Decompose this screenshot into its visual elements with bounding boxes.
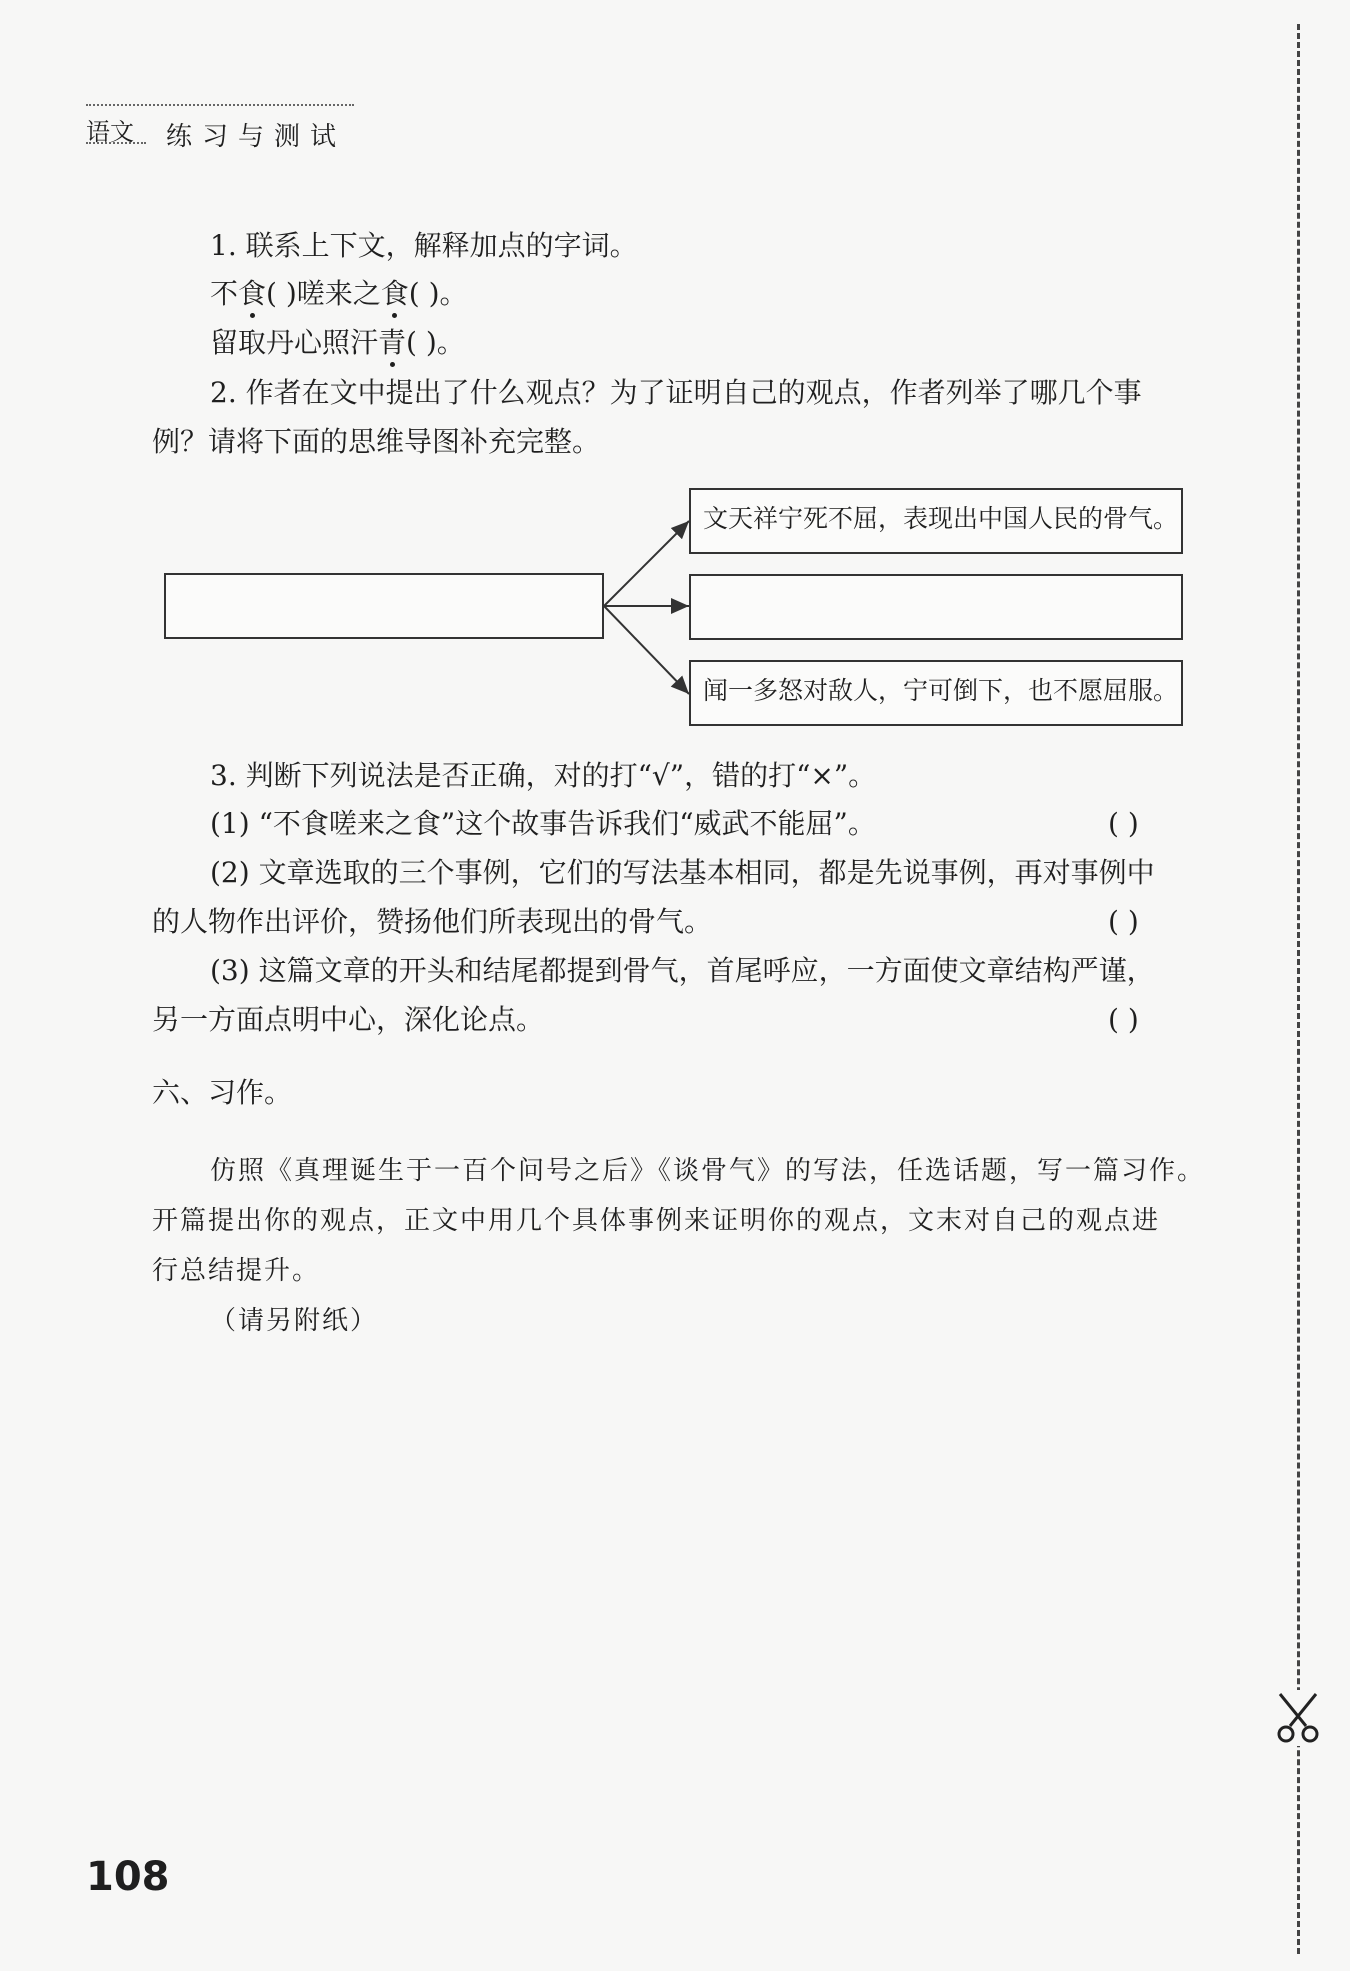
q1-row1-text-a: 不 xyxy=(210,277,239,310)
q1-row2-text-a: 留取丹心照汗 xyxy=(210,326,379,359)
mind-map-branch-2[interactable] xyxy=(689,574,1183,640)
page-header xyxy=(86,104,354,152)
section6-note: （请另附纸） xyxy=(210,1306,379,1336)
connector-arrow-1 xyxy=(604,521,689,606)
cut-line xyxy=(1297,24,1300,1954)
mind-map-branch-3 xyxy=(689,660,1183,726)
mind-map-branch-3-text: 闻一多怒对敌人，宁可倒下，也不愿屈服。 xyxy=(703,676,1179,705)
header-subject: 语文 xyxy=(86,118,134,146)
q3-item1: (1) “不食嗟来之食”这个故事告诉我们“威武不能屈”。 xyxy=(210,807,876,840)
q1-emphasized-char-2: 食 xyxy=(380,277,409,310)
q2-line1: 2. 作者在文中提出了什么观点？为了证明自己的观点，作者列举了哪几个事 xyxy=(210,376,1142,409)
header-title: 练习与测试 xyxy=(166,122,347,152)
q1-row1-text-c[interactable]: ( )。 xyxy=(408,277,468,310)
mind-map-branch-1-text: 文天祥宁死不屈，表现出中国人民的骨气。 xyxy=(703,504,1179,533)
section6-line3: 行总结提升。 xyxy=(152,1256,321,1286)
q1-row1-text-b[interactable]: ( )嗟来之 xyxy=(266,277,381,310)
section6-line2: 开篇提出你的观点，正文中用几个具体事例来证明你的观点，文末对自己的观点进 xyxy=(152,1206,1161,1236)
mind-map-branch-1 xyxy=(689,488,1183,554)
section6-line1: 仿照《真理诞生于一百个问号之后》《谈骨气》的写法，任选话题，写一篇习作。 xyxy=(210,1156,1206,1186)
q1-row2-blank[interactable]: ( )。 xyxy=(406,326,465,359)
q1-emphasized-char-3: 青 xyxy=(378,326,407,359)
q3-item1-answer-blank[interactable]: ( ) xyxy=(1108,807,1139,840)
q1-row1 xyxy=(210,276,468,312)
q3-item2-answer-blank[interactable]: ( ) xyxy=(1108,905,1139,938)
q2-line2: 例？请将下面的思维导图补充完整。 xyxy=(152,425,601,458)
q1-row2 xyxy=(210,325,465,361)
q3-item2-line1: (2) 文章选取的三个事例，它们的写法基本相同，都是先说事例，再对事例中 xyxy=(210,856,1155,889)
mind-map-center-box[interactable] xyxy=(164,573,604,639)
q1-prompt: 1. 联系上下文，解释加点的字词。 xyxy=(210,229,638,262)
page-number: 108 xyxy=(86,1854,170,1900)
q3-prompt: 3. 判断下列说法是否正确，对的打“√”，错的打“×”。 xyxy=(210,759,877,792)
q1-emphasized-char-1: 食 xyxy=(238,277,267,310)
q3-item3-answer-blank[interactable]: ( ) xyxy=(1108,1003,1139,1036)
q3-item2-line2: 的人物作出评价，赞扬他们所表现出的骨气。 xyxy=(152,905,713,938)
connector-arrow-3 xyxy=(604,606,689,694)
section6-heading: 六、习作。 xyxy=(152,1076,293,1109)
q3-item3-line2: 另一方面点明中心，深化论点。 xyxy=(152,1003,545,1036)
header-subject-underline xyxy=(86,142,146,144)
header-dotted-rule xyxy=(86,104,354,106)
scissors-icon xyxy=(1272,1690,1324,1746)
q3-item3-line1: (3) 这篇文章的开头和结尾都提到骨气，首尾呼应，一方面使文章结构严谨， xyxy=(210,954,1155,987)
